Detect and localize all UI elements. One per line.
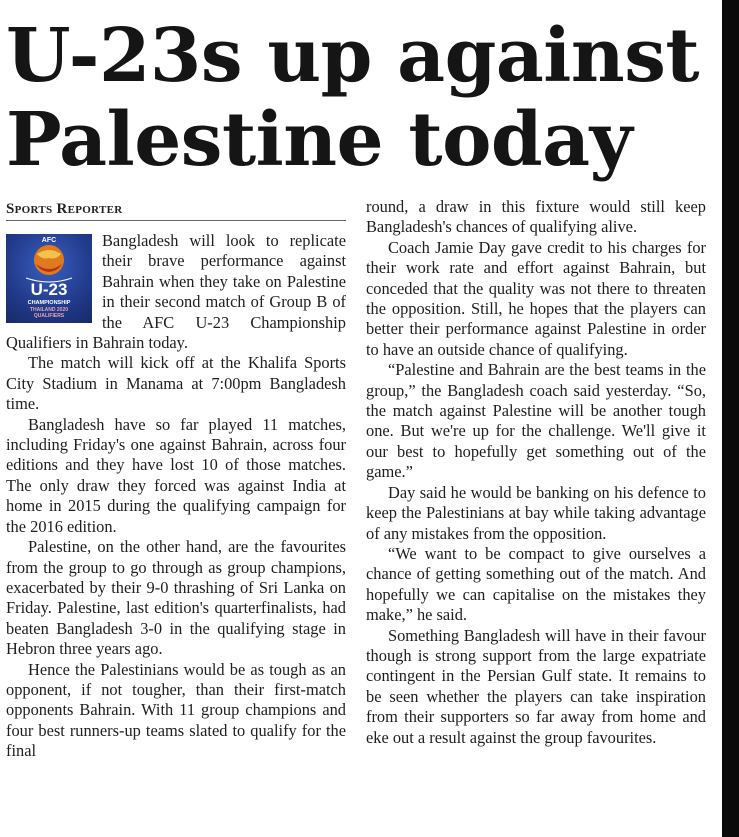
paragraph: The match will kick off at the Khalifa Sports City Stadium in Manama at 7:00pm Bangladesh time.: [6, 353, 346, 414]
paragraph: Bangladesh have so far played 11 matches, including Friday's one against Bahrain, across four editions and they have lost 10 of those matches. The only draw they forced was against India at home in 2015 during the qualifying campaign for the 2016 edition.: [6, 414, 346, 536]
paragraph: Palestine, on the other hand, are the favourites from the group to go through as group champions, exacerbated by their 9-0 thrashing of Sri Lanka on Friday. Palestine, last edition's quarterfinalists, had beaten Bangladesh 3-0 in the qualifying stage in Hebron three years ago.: [6, 537, 346, 659]
logo-subtitle: CHAMPIONSHIP: [27, 300, 71, 306]
logo-stage: QUALIFIERS: [33, 313, 65, 319]
paragraph: “Palestine and Bahrain are the best teams in the group,” the Bangladesh coach said yesterday. “So, the match against Palestine will be another tough one. But we're up for the challenge. We'll give it our best to hopefully get something out of the game.”: [366, 360, 706, 482]
byline: Sports Reporter: [6, 201, 123, 217]
logo-title: U-23: [30, 280, 68, 299]
headline-line-2: Palestine today: [6, 97, 633, 183]
paragraph: “We want to be compact to give ourselves a chance of getting something out of the match. And hopefully we can capitalise on the mistakes they make,” he said.: [366, 543, 706, 625]
paragraph: Hence the Palestinians would be as tough as an opponent, if not tougher, than their first-match opponents Bahrain. With 11 group champions and four best runners-up teams slated to qualify for the final: [6, 659, 346, 761]
headline-line-1: U-23s up against: [6, 13, 700, 99]
paragraph: Something Bangladesh will have in their favour though is strong support from the large expatriate contingent in the Persian Gulf state. It remains to be seen whether the players can take inspiration from their supporters so far away from home and eke out a result against the group favourites.: [366, 625, 706, 747]
paragraph: round, a draw in this fixture would still keep Bangladesh's chances of qualifying alive.: [366, 197, 706, 237]
paragraph: Day said he would be banking on his defence to keep the Palestinians at bay while taking advantage of any mistakes from the opposition.: [366, 482, 706, 543]
afc-u23-logo: [6, 234, 92, 323]
page-edge-bar: [722, 0, 739, 837]
headline: [6, 14, 718, 182]
logo-host: THAILAND 2020: [29, 307, 69, 313]
article-column-right: [366, 197, 706, 748]
logo-org: AFC: [41, 237, 57, 244]
byline-rule: [6, 220, 346, 221]
paragraph: Bangladesh will look to replicate their brave performance against Bahrain when they take on Palestine in their second match of Group B of the AFC U-23 Championship Qualifiers in Bahrain today.: [6, 231, 346, 353]
article-column-left: [6, 231, 346, 762]
paragraph: Coach Jamie Day gave credit to his charges for their work rate and effort against Bahrain, but conceded that the quality was not there to threaten the opposition. Still, he hopes that the players can better their performance against Palestine in order to have an outside chance of qualifying.: [366, 237, 706, 359]
